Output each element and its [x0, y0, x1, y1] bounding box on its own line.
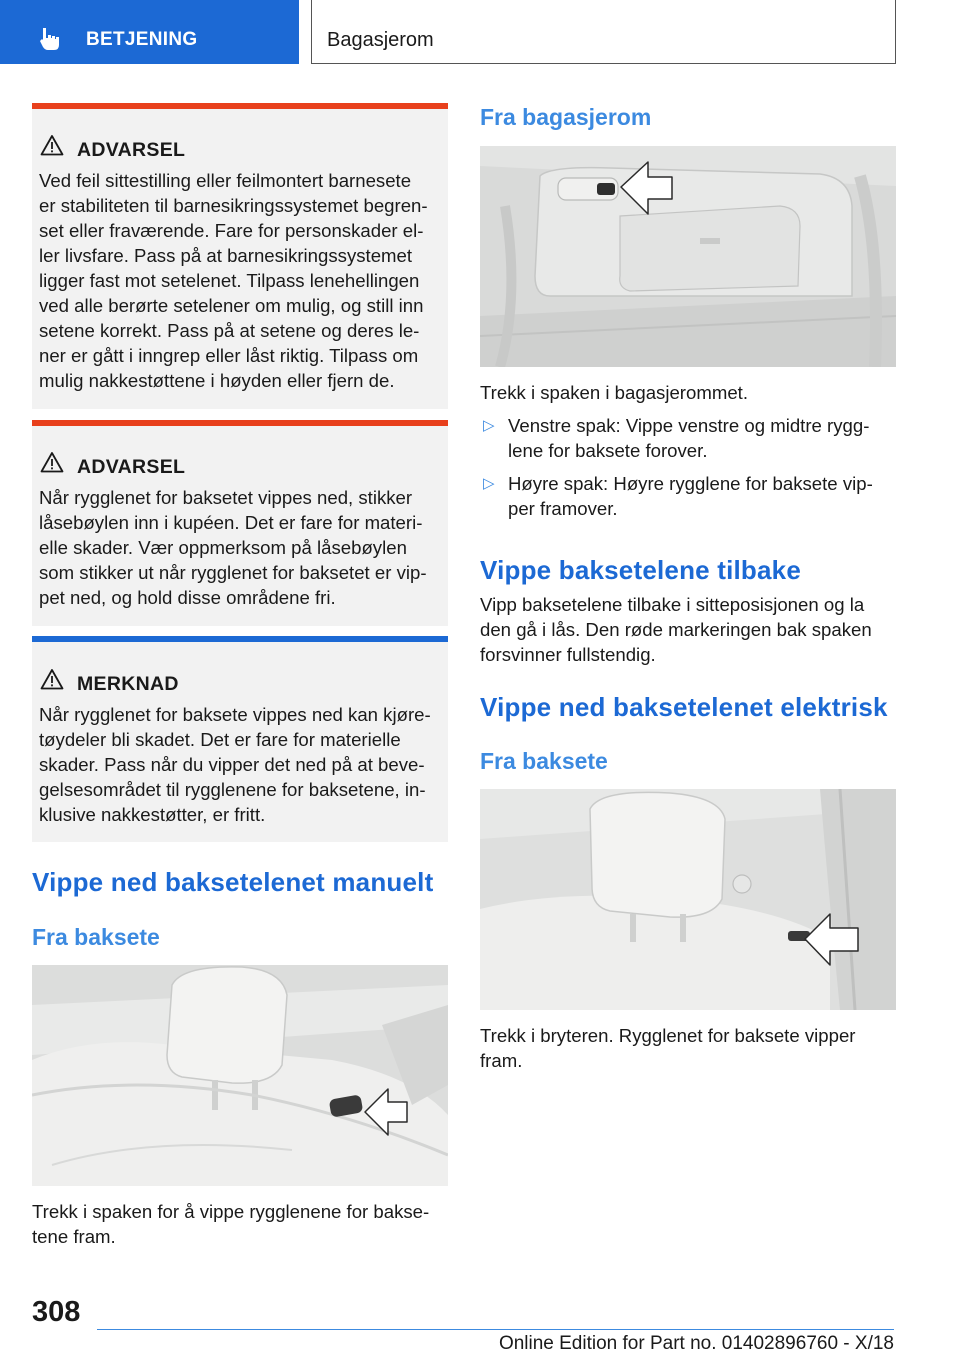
text-line: klusive nakkestøtter, er fritt. — [39, 804, 266, 825]
text-line: pet ned, og hold disse områdene fri. — [39, 587, 336, 608]
text-line: ler livsfare. Pass på at barnesikringssystemet — [39, 245, 413, 266]
text-line: låsebøylen inn i kupéen. Det er fare for materi- — [39, 512, 423, 533]
text-line: mulig nakkestøttene i høyden eller fjern de. — [39, 370, 395, 391]
warning-box-lock-bracket — [32, 420, 448, 626]
section-heading-electric: Vippe ned baksetelenet elektrisk — [480, 692, 888, 722]
page-number: 308 — [32, 1296, 81, 1328]
warning-text — [39, 485, 442, 610]
text-line: den gå i lås. Den røde markeringen bak spaken — [480, 619, 872, 640]
text-line: gelsesområdet til rygglenene for baksetene, in- — [39, 779, 426, 800]
footer-edition: Online Edition for Part no. 01402896760 - X/18 — [498, 1333, 894, 1354]
trunk-illustration — [480, 146, 896, 367]
text-line: tøydeler bli skadet. Det er fare for materielle — [39, 729, 401, 750]
caption-rear-seat — [32, 1199, 448, 1249]
electric-switch-illustration — [480, 789, 896, 1010]
text-line: Trekk i spaken for å vippe rygglenene for bakse- — [32, 1201, 430, 1222]
warning-title: ADVARSEL — [77, 139, 186, 161]
warning-box-child-seat — [32, 103, 448, 409]
warning-title: ADVARSEL — [77, 456, 186, 478]
warning-triangle-icon — [40, 134, 64, 156]
text-line: tene fram. — [32, 1226, 116, 1247]
chapter-tab[interactable] — [0, 0, 299, 64]
text-line: Trekk i bryteren. Rygglenet for baksete vipper — [480, 1025, 856, 1046]
text-line: ved alle berørte setelener om mulig, og still inn — [39, 295, 424, 316]
section-title: Bagasjerom — [327, 29, 434, 51]
text-line: Når rygglenet for baksetet vippes ned, stikker — [39, 487, 413, 508]
text-line: Når rygglenet for baksete vippes ned kan kjøre- — [39, 704, 431, 725]
text-line: skader. Pass når du vipper det ned på at beve- — [39, 754, 425, 775]
note-box — [32, 636, 448, 842]
text-line: elle skader. Vær oppmerksom på låsebøylen — [39, 537, 407, 558]
text-line: ligger fast mot setelenet. Tilpass lenehellingen — [39, 270, 420, 291]
text-line: set eller fraværende. Fare for personskader el- — [39, 220, 424, 241]
note-text — [39, 702, 442, 827]
text-line: fram. — [480, 1050, 523, 1071]
chapter-title: BETJENING — [86, 29, 198, 50]
text-line: som stikker ut når rygglenet for baksetet er vip- — [39, 562, 427, 583]
pointing-hand-icon — [38, 26, 64, 52]
text-line: er stabiliteten til barnesikringssystemet begren- — [39, 195, 428, 216]
text-line: ner er gått i inngrep eller låst riktig. Tilpass om — [39, 345, 419, 366]
rear-seat-lever-figure — [32, 965, 448, 1186]
rear-seat-illustration — [32, 965, 448, 1186]
subheading-from-trunk: Fra bagasjerom — [480, 104, 652, 130]
subheading-from-rear-seat-2: Fra baksete — [480, 748, 608, 774]
section-heading-manual: Vippe ned baksetelenet manuelt — [32, 867, 434, 897]
text-line: forsvinner fullstendig. — [480, 644, 656, 665]
warning-triangle-icon — [40, 451, 64, 473]
footer-rule — [97, 1329, 894, 1330]
text-line: Vipp baksetelene tilbake i sitteposisjonen og la — [480, 594, 865, 615]
text-line: Høyre spak: Høyre rygglene for baksete vip- — [508, 473, 873, 494]
text-line: lene for baksete forover. — [508, 440, 708, 461]
bullet-text — [508, 413, 896, 463]
caption-electric — [480, 1023, 896, 1073]
section-heading-fold-back: Vippe baksetelene tilbake — [480, 555, 801, 585]
section-header — [311, 0, 896, 64]
warning-text — [39, 168, 442, 393]
text-line: setene korrekt. Pass på at setene og deres le- — [39, 320, 420, 341]
bullet-triangle-icon: ▷ — [483, 417, 495, 434]
text-line: Ved feil sittestilling eller feilmontert barnesete — [39, 170, 412, 191]
trunk-lever-figure — [480, 146, 896, 367]
subheading-from-rear-seat: Fra baksete — [32, 924, 160, 950]
text-line: per framover. — [508, 498, 618, 519]
bullet-triangle-icon: ▷ — [483, 475, 495, 492]
note-title: MERKNAD — [77, 673, 179, 695]
bullet-text — [508, 471, 896, 521]
text-line: Venstre spak: Vippe venstre og midtre rygg- — [508, 415, 870, 436]
intro-trunk: Trekk i spaken i bagasjerommet. — [480, 382, 748, 403]
electric-switch-figure — [480, 789, 896, 1010]
warning-triangle-icon — [40, 668, 64, 690]
fold-back-text — [480, 592, 896, 667]
